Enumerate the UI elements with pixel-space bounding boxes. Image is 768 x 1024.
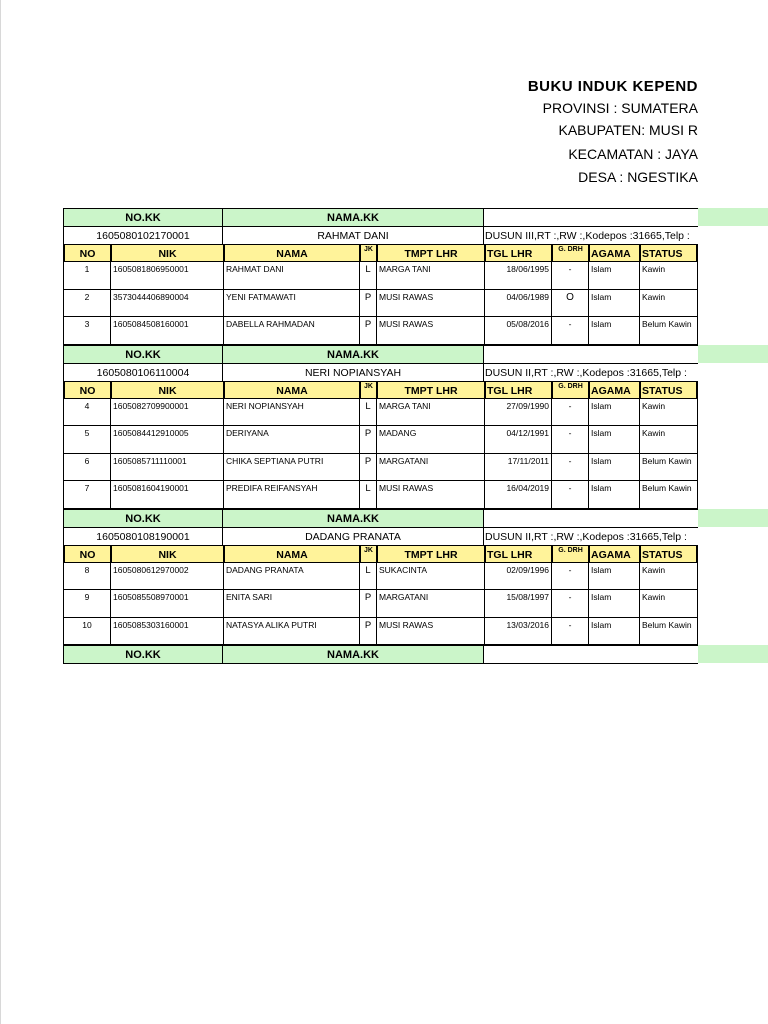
green-strip (698, 509, 768, 527)
member-golongan-darah: - (551, 399, 588, 427)
member-nik: 3573044406890004 (110, 290, 223, 318)
nama-kk-label: NAMA.KK (223, 645, 484, 663)
member-status: Kawin (639, 563, 698, 591)
column-header-row (63, 381, 698, 399)
member-jk: P (359, 290, 376, 318)
member-status: Belum Kawin (639, 454, 698, 482)
col-nama: NAMA (223, 381, 359, 399)
col-nik: NIK (110, 244, 223, 262)
nama-kk-label: NAMA.KK (223, 509, 484, 527)
member-tempat-lahir: MUSI RAWAS (376, 290, 484, 318)
col-status: STATUS (639, 545, 698, 563)
member-agama: Islam (588, 481, 639, 509)
member-golongan-darah: - (551, 426, 588, 454)
col-tgl-lhr: TGL LHR (484, 545, 551, 563)
kk-value-row (63, 226, 768, 244)
member-golongan-darah: - (551, 454, 588, 482)
col-tgl-lhr: TGL LHR (484, 244, 551, 262)
member-nik: 1605082709900001 (110, 399, 223, 427)
nama-kk-label: NAMA.KK (223, 208, 484, 226)
col-jk: JK (359, 381, 376, 399)
member-status: Kawin (639, 290, 698, 318)
member-nik: 1605084508160001 (110, 317, 223, 345)
member-golongan-darah: - (551, 262, 588, 290)
member-nama: PREDIFA REIFANSYAH (223, 481, 359, 509)
no-kk-value: 1605080106110004 (63, 363, 223, 381)
member-tempat-lahir: MARGA TANI (376, 399, 484, 427)
member-status: Kawin (639, 399, 698, 427)
col-g-drh: G. DRH (551, 244, 588, 262)
kk-label-row (63, 345, 768, 363)
col-tgl-lhr: TGL LHR (484, 381, 551, 399)
alamat-value: DUSUN III,RT :,RW :,Kodepos :31665,Telp : (484, 226, 698, 244)
col-jk: JK (359, 545, 376, 563)
col-no: NO (63, 244, 110, 262)
member-tempat-lahir: MUSI RAWAS (376, 481, 484, 509)
member-tanggal-lahir: 16/04/2019 (484, 481, 551, 509)
nama-kk-label: NAMA.KK (223, 345, 484, 363)
member-jk: P (359, 454, 376, 482)
member-status: Kawin (639, 262, 698, 290)
member-nik: 1605084412910005 (110, 426, 223, 454)
member-nama: DADANG PRANATA (223, 563, 359, 591)
member-jk: P (359, 618, 376, 646)
member-jk: P (359, 317, 376, 345)
member-jk: P (359, 426, 376, 454)
no-kk-value: 1605080108190001 (63, 527, 223, 545)
member-row (63, 399, 698, 427)
provinsi-line: PROVINSI : SUMATERA (542, 100, 698, 116)
member-agama: Islam (588, 454, 639, 482)
col-nama: NAMA (223, 244, 359, 262)
member-no: 7 (63, 481, 110, 509)
member-nik: 1605085711110001 (110, 454, 223, 482)
member-no: 5 (63, 426, 110, 454)
member-tempat-lahir: MARGATANI (376, 590, 484, 618)
member-row (63, 262, 698, 290)
member-golongan-darah: - (551, 317, 588, 345)
col-nama: NAMA (223, 545, 359, 563)
member-agama: Islam (588, 317, 639, 345)
col-jk: JK (359, 244, 376, 262)
member-tanggal-lahir: 04/12/1991 (484, 426, 551, 454)
member-nik: 1605081806950001 (110, 262, 223, 290)
kk-value-row (63, 527, 768, 545)
member-nama: YENI FATMAWATI (223, 290, 359, 318)
col-g-drh: G. DRH (551, 381, 588, 399)
member-golongan-darah: - (551, 618, 588, 646)
member-agama: Islam (588, 426, 639, 454)
member-status: Belum Kawin (639, 317, 698, 345)
member-tanggal-lahir: 27/09/1990 (484, 399, 551, 427)
no-kk-label: NO.KK (63, 509, 223, 527)
member-no: 3 (63, 317, 110, 345)
col-agama: AGAMA (588, 545, 639, 563)
member-no: 8 (63, 563, 110, 591)
alamat-value: DUSUN II,RT :,RW :,Kodepos :31665,Telp : (484, 527, 698, 545)
col-tmpt-lhr: TMPT LHR (376, 244, 484, 262)
member-nama: CHIKA SEPTIANA PUTRI (223, 454, 359, 482)
col-tmpt-lhr: TMPT LHR (376, 545, 484, 563)
member-golongan-darah: - (551, 481, 588, 509)
member-nik: 1605085303160001 (110, 618, 223, 646)
member-row (63, 290, 698, 318)
member-agama: Islam (588, 590, 639, 618)
member-tanggal-lahir: 04/06/1989 (484, 290, 551, 318)
member-no: 6 (63, 454, 110, 482)
member-agama: Islam (588, 262, 639, 290)
kk-label-blank (484, 645, 698, 663)
member-nik: 1605085508970001 (110, 590, 223, 618)
green-strip (698, 208, 768, 226)
nama-kk-value: RAHMAT DANI (223, 226, 484, 244)
green-strip (698, 645, 768, 663)
member-tanggal-lahir: 15/08/1997 (484, 590, 551, 618)
member-status: Kawin (639, 426, 698, 454)
kk-label-blank (484, 345, 698, 363)
member-tempat-lahir: MARGA TANI (376, 262, 484, 290)
member-tempat-lahir: MUSI RAWAS (376, 618, 484, 646)
member-row (63, 454, 698, 482)
member-tanggal-lahir: 17/11/2011 (484, 454, 551, 482)
member-jk: L (359, 399, 376, 427)
member-golongan-darah: O (551, 290, 588, 318)
page-edge (0, 0, 1, 1024)
col-status: STATUS (639, 244, 698, 262)
member-no: 9 (63, 590, 110, 618)
member-nama: RAHMAT DANI (223, 262, 359, 290)
member-agama: Islam (588, 618, 639, 646)
member-no: 10 (63, 618, 110, 646)
no-kk-label: NO.KK (63, 645, 223, 663)
member-tanggal-lahir: 13/03/2016 (484, 618, 551, 646)
column-header-row (63, 244, 698, 262)
member-row (63, 317, 698, 345)
member-no: 2 (63, 290, 110, 318)
member-agama: Islam (588, 290, 639, 318)
kk-label-blank (484, 208, 698, 226)
nama-kk-value: NERI NOPIANSYAH (223, 363, 484, 381)
member-golongan-darah: - (551, 590, 588, 618)
member-nama: DERIYANA (223, 426, 359, 454)
member-jk: L (359, 262, 376, 290)
member-tempat-lahir: MADANG (376, 426, 484, 454)
member-row (63, 563, 698, 591)
col-status: STATUS (639, 381, 698, 399)
member-tanggal-lahir: 05/08/2016 (484, 317, 551, 345)
member-agama: Islam (588, 563, 639, 591)
member-no: 4 (63, 399, 110, 427)
no-kk-label: NO.KK (63, 345, 223, 363)
member-row (63, 426, 698, 454)
kk-label-row (63, 509, 768, 527)
green-strip (698, 345, 768, 363)
kecamatan-line: KECAMATAN : JAYA (568, 146, 698, 162)
document-header (440, 70, 698, 200)
document-title: BUKU INDUK KEPEND (527, 78, 698, 95)
col-tmpt-lhr: TMPT LHR (376, 381, 484, 399)
kependudukan-table (63, 208, 768, 670)
table-bottom-border (63, 663, 698, 664)
member-status: Kawin (639, 590, 698, 618)
member-jk: L (359, 563, 376, 591)
col-agama: AGAMA (588, 381, 639, 399)
alamat-value: DUSUN II,RT :,RW :,Kodepos :31665,Telp : (484, 363, 698, 381)
col-nik: NIK (110, 545, 223, 563)
kk-value-row (63, 363, 768, 381)
member-tanggal-lahir: 02/09/1996 (484, 563, 551, 591)
desa-line: DESA : NGESTIKA (578, 169, 698, 185)
kk-label-row (63, 208, 768, 226)
member-tanggal-lahir: 18/06/1995 (484, 262, 551, 290)
member-nama: ENITA SARI (223, 590, 359, 618)
member-jk: P (359, 590, 376, 618)
member-golongan-darah: - (551, 563, 588, 591)
nama-kk-value: DADANG PRANATA (223, 527, 484, 545)
member-agama: Islam (588, 399, 639, 427)
col-agama: AGAMA (588, 244, 639, 262)
member-tempat-lahir: MARGATANI (376, 454, 484, 482)
col-nik: NIK (110, 381, 223, 399)
no-kk-label: NO.KK (63, 208, 223, 226)
member-status: Belum Kawin (639, 618, 698, 646)
member-jk: L (359, 481, 376, 509)
member-nama: NATASYA ALIKA PUTRI (223, 618, 359, 646)
col-no: NO (63, 545, 110, 563)
kk-label-blank (484, 509, 698, 527)
col-no: NO (63, 381, 110, 399)
member-no: 1 (63, 262, 110, 290)
member-row (63, 618, 698, 646)
member-row (63, 590, 698, 618)
column-header-row (63, 545, 698, 563)
kabupaten-line: KABUPATEN: MUSI R (558, 122, 698, 138)
member-status: Belum Kawin (639, 481, 698, 509)
member-nik: 1605081604190001 (110, 481, 223, 509)
member-nik: 1605080612970002 (110, 563, 223, 591)
member-nama: NERI NOPIANSYAH (223, 399, 359, 427)
kk-label-row (63, 645, 768, 663)
member-tempat-lahir: MUSI RAWAS (376, 317, 484, 345)
member-row (63, 481, 698, 509)
col-g-drh: G. DRH (551, 545, 588, 563)
member-nama: DABELLA RAHMADAN (223, 317, 359, 345)
member-tempat-lahir: SUKACINTA (376, 563, 484, 591)
no-kk-value: 1605080102170001 (63, 226, 223, 244)
